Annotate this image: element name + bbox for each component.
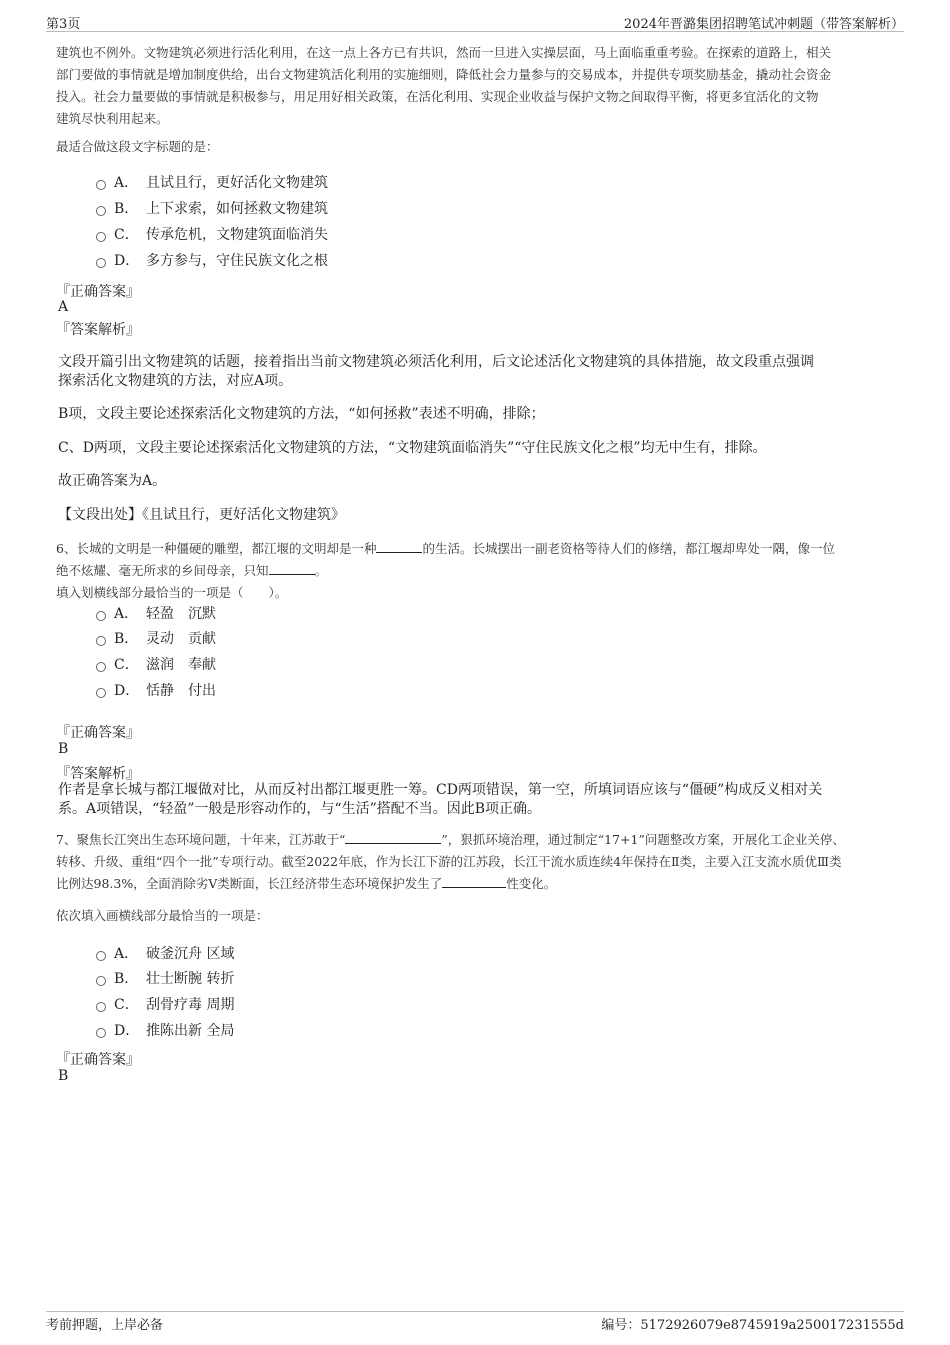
- q5-option-b[interactable]: B． 上下求索，如何拯救文物建筑: [96, 198, 328, 220]
- footer-divider: [46, 1311, 904, 1312]
- q6-analysis: 作者是拿长城与都江堰做对比，从而反衬出都江堰更胜一筹。CD两项错误，第一空，所填词语应该与“僵硬”构成反义相对关 系。A项错误，“轻盈”一般是形容动作的，与“生活”搭配不当。因此B项正确。: [58, 782, 823, 817]
- q5-analysis-p4: 故正确答案为A。: [58, 473, 167, 489]
- passage-line: 建筑也不例外。文物建筑必须进行活化利用，在这一点上各方已有共识，然而一旦进入实操层面，马上面临重重考验。在探索的道路上，相关: [56, 45, 832, 60]
- header-divider: [46, 31, 904, 32]
- fill-blank: [345, 831, 441, 844]
- q5-answer-label: 『正确答案』: [56, 284, 140, 300]
- q5-answer: A: [58, 299, 69, 315]
- document-title: 2024年晋潞集团招聘笔试冲刺题（带答案解析）: [623, 17, 904, 32]
- q7-option-a[interactable]: A． 破釜沉舟 区域: [96, 943, 234, 965]
- radio-icon[interactable]: [96, 206, 106, 216]
- q5-analysis-p2: B项，文段主要论述探索活化文物建筑的方法，“如何拯救”表述不明确，排除；: [58, 406, 545, 422]
- q6-stem: 6、长城的文明是一种僵硬的雕塑，都江堰的文明却是一种 的生活。长城摆出一副老资格等待人们的修缮，都江堰却卑处一隅，像一位 绝不炫耀、毫无所求的乡间母亲，只知 。 填入划横线部分最恰当的一项是（ ）。: [56, 541, 835, 600]
- q7-answer: B: [58, 1068, 69, 1084]
- passage-line: 部门要做的事情就是增加制度供给，出台文物建筑活化利用的实施细则，降低社会力量参与的交易成本，并提供专项奖励基金，撬动社会资金: [56, 67, 832, 82]
- q7-option-d[interactable]: D． 推陈出新 全局: [96, 1020, 234, 1042]
- fill-blank: [376, 540, 422, 553]
- q7-option-c[interactable]: C． 刮骨疗毒 周期: [96, 994, 234, 1016]
- q6-option-a[interactable]: A． 轻盈 沉默: [96, 603, 216, 625]
- radio-icon[interactable]: [96, 636, 106, 646]
- fill-blank: [269, 562, 315, 575]
- document-code: 编号：5172926079e8745919a250017231555d: [601, 1318, 904, 1333]
- q7-stem: 7、聚焦长江突出生态环境问题，十年来，江苏敢于“ ”，狠抓环境治理，通过制定“17+1”问题整改方案，开展化工企业关停、 转移、升级、重组“四个一批”专项行动。截至2022年底，作为长江下游的江苏段，长江干流水质连续4年保持在Ⅱ类，主要入江支流水质优Ⅲ类 比例达98.3%，全面消除劣V类断面，长江经济带生态环境保护发生了 性变化。: [56, 832, 845, 891]
- q5-question: 最适合做这段文字标题的是：: [56, 139, 219, 154]
- q6-option-c[interactable]: C． 滋润 奉献: [96, 654, 216, 676]
- q5-option-d[interactable]: D． 多方参与，守住民族文化之根: [96, 250, 328, 272]
- radio-icon[interactable]: [96, 1028, 106, 1038]
- radio-icon[interactable]: [96, 611, 106, 621]
- q5-passage: [56, 42, 906, 130]
- radio-icon[interactable]: [96, 180, 106, 190]
- passage-line: 投入。社会力量要做的事情就是积极参与，用足用好相关政策，在活化利用、实现企业收益与保护文物之间取得平衡，将更多宜活化的文物: [56, 89, 819, 104]
- radio-icon[interactable]: [96, 258, 106, 268]
- q6-answer: B: [58, 741, 69, 757]
- fill-blank: [442, 875, 506, 888]
- radio-icon[interactable]: [96, 662, 106, 672]
- q6-analysis-label: 『答案解析』: [56, 766, 140, 782]
- radio-icon[interactable]: [96, 232, 106, 242]
- radio-icon[interactable]: [96, 951, 106, 961]
- q7-question: 依次填入画横线部分最恰当的一项是：: [56, 908, 269, 923]
- q7-option-b[interactable]: B． 壮士断腕 转折: [96, 968, 234, 990]
- radio-icon[interactable]: [96, 688, 106, 698]
- q5-source: 【文段出处】《且试且行，更好活化文物建筑》: [58, 507, 345, 523]
- q6-option-d[interactable]: D． 恬静 付出: [96, 680, 216, 702]
- q5-analysis-p3: C、D两项，文段主要论述探索活化文物建筑的方法，“文物建筑面临消失”“守住民族文化之根”均无中生有，排除。: [58, 440, 767, 456]
- q5-analysis-label: 『答案解析』: [56, 322, 140, 338]
- q5-option-a[interactable]: A． 且试且行，更好活化文物建筑: [96, 172, 328, 194]
- page-number: 第3页: [46, 17, 81, 32]
- radio-icon[interactable]: [96, 1002, 106, 1012]
- q6-answer-label: 『正确答案』: [56, 725, 140, 741]
- passage-line: 建筑尽快利用起来。: [56, 111, 169, 126]
- q5-analysis-p1: 文段开篇引出文物建筑的话题，接着指出当前文物建筑必须活化利用，后文论述活化文物建筑的具体措施，故文段重点强调 探索活化文物建筑的方法，对应A项。: [58, 354, 814, 389]
- q5-option-c[interactable]: C． 传承危机，文物建筑面临消失: [96, 224, 328, 246]
- q7-answer-label: 『正确答案』: [56, 1052, 140, 1068]
- footer-slogan: 考前押题，上岸必备: [46, 1318, 164, 1333]
- q6-option-b[interactable]: B． 灵动 贡献: [96, 628, 216, 650]
- radio-icon[interactable]: [96, 976, 106, 986]
